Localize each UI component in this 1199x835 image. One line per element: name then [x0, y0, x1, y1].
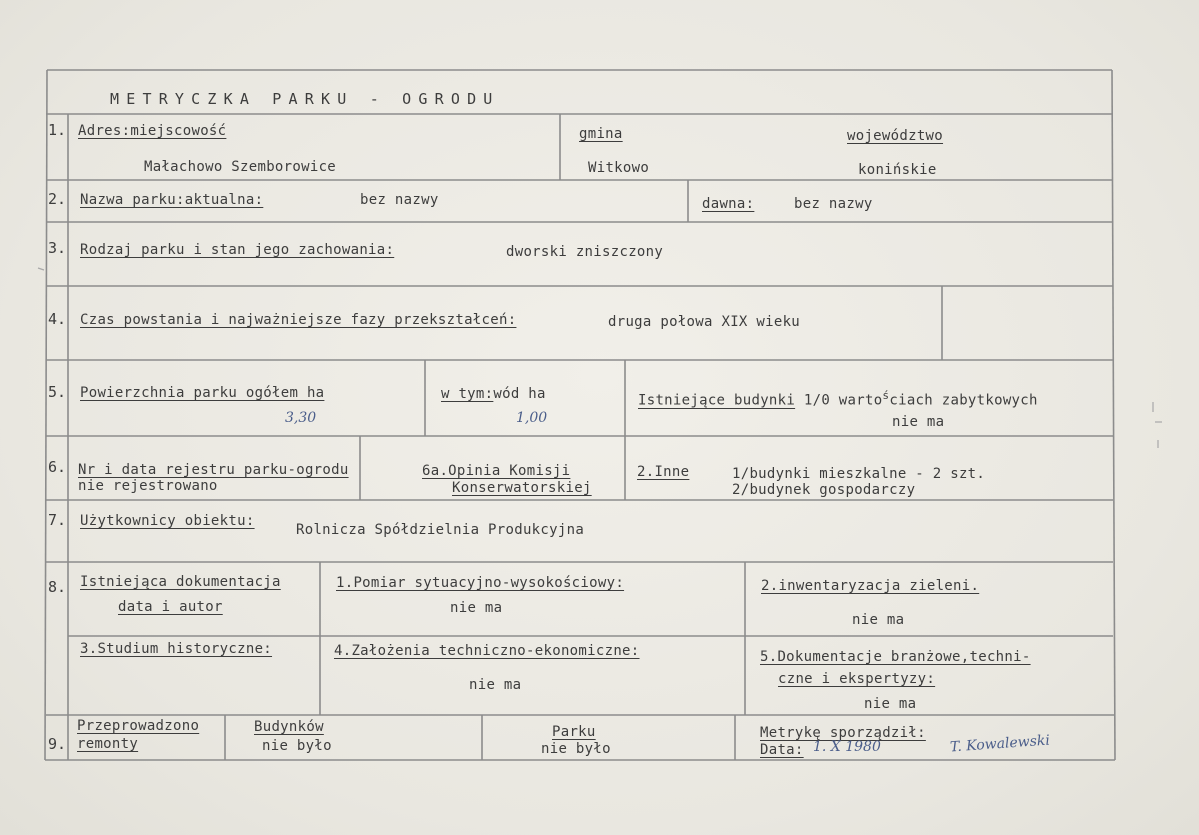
survey-label: 1.Pomiar sytuacyjno-wysokościowy:	[336, 575, 625, 591]
other-label: 2.Inne	[637, 464, 690, 480]
documentation-label-line2: data i autor	[118, 599, 223, 615]
signature: T. Kowalewski	[949, 732, 1051, 756]
address-label: Adres:miejscowość	[78, 123, 227, 139]
opinion-label-line1: 6a.Opinia Komisji	[422, 463, 571, 479]
date-label: Data:	[760, 742, 804, 758]
area-value: 3,30	[285, 410, 317, 426]
address-value: Małachowo Szemborowice	[144, 159, 337, 175]
opinion-label-line2: Konserwatorskiej	[452, 480, 592, 496]
documentation-label-line1: Istniejąca dokumentacja	[80, 574, 281, 590]
buildings-repairs-label: Budynków	[254, 719, 324, 735]
other-item-1: 1/budynki mieszkalne - 2 szt.	[732, 466, 986, 482]
buildings-value: nie ma	[892, 414, 945, 430]
origin-phases-label: Czas powstania i najważniejsze fazy przekształceń:	[80, 312, 517, 328]
current-name-label: Nazwa parku:aktualna:	[80, 192, 264, 208]
buildings-repairs-value: nie było	[262, 738, 332, 754]
row-number-6: 6.	[48, 458, 67, 476]
form-title: METRYCZKA PARKU - OGRODU	[110, 90, 500, 108]
row-number-8: 8.	[48, 578, 67, 596]
voivodeship-value: konińskie	[858, 162, 937, 178]
survey-value: nie ma	[450, 600, 503, 616]
row-number-3: 3.	[48, 239, 67, 257]
users-value: Rolnicza Spółdzielnia Produkcyjna	[296, 522, 585, 538]
greenery-label: 2.inwentaryzacja zieleni.	[761, 578, 980, 594]
park-type-value: dworski zniszczony	[506, 244, 664, 260]
other-item-2: 2/budynek gospodarczy	[732, 482, 916, 498]
row-number-1: 1.	[48, 121, 67, 139]
park-repairs-label: Parku	[552, 724, 596, 740]
gmina-label: gmina	[579, 126, 623, 142]
date-value: 1. X 1980	[813, 739, 881, 755]
row-number-2: 2.	[48, 190, 67, 208]
tech-assumptions-label: 4.Założenia techniczno-ekonomiczne:	[334, 643, 640, 659]
current-name-value: bez nazwy	[360, 192, 439, 208]
row-number-9: 9.	[48, 735, 67, 753]
tech-assumptions-value: nie ma	[469, 677, 522, 693]
branch-docs-label-line1: 5.Dokumentacje branżowe,techni-	[760, 649, 1031, 665]
row-number-5: 5.	[48, 383, 67, 401]
row-number-7: 7.	[48, 511, 67, 529]
repairs-label-line2: remonty	[77, 736, 139, 752]
former-name-label: dawna:	[702, 196, 755, 212]
area-label: Powierzchnia parku ogółem ha	[80, 385, 325, 401]
row-number-4: 4.	[48, 310, 67, 328]
registry-value: nie rejestrowano	[78, 478, 218, 494]
registry-label: Nr i data rejestru parku-ogrodu	[78, 462, 349, 478]
users-label: Użytkownicy obiektu:	[80, 513, 255, 529]
origin-phases-value: druga połowa XIX wieku	[608, 314, 801, 330]
prepared-by-label: Metrykę sporządził:	[760, 725, 926, 741]
repairs-label-line1: Przeprowadzono	[77, 718, 200, 734]
park-type-label: Rodzaj parku i stan jego zachowania:	[80, 242, 395, 258]
former-name-value: bez nazwy	[794, 196, 873, 212]
water-label: w tym:wód ha	[441, 386, 546, 402]
greenery-value: nie ma	[852, 612, 905, 628]
gmina-value: Witkowo	[588, 160, 650, 176]
branch-docs-label-line2: czne i ekspertyzy:	[778, 671, 936, 687]
voivodeship-label: województwo	[847, 128, 944, 144]
park-repairs-value: nie było	[541, 741, 611, 757]
branch-docs-value: nie ma	[864, 696, 917, 712]
buildings-label: Istniejące budynki 1/0 warto$^ś$ciach zabytkowych	[638, 389, 1038, 409]
history-study-label: 3.Studium historyczne:	[80, 641, 273, 657]
water-value: 1,00	[516, 410, 548, 426]
